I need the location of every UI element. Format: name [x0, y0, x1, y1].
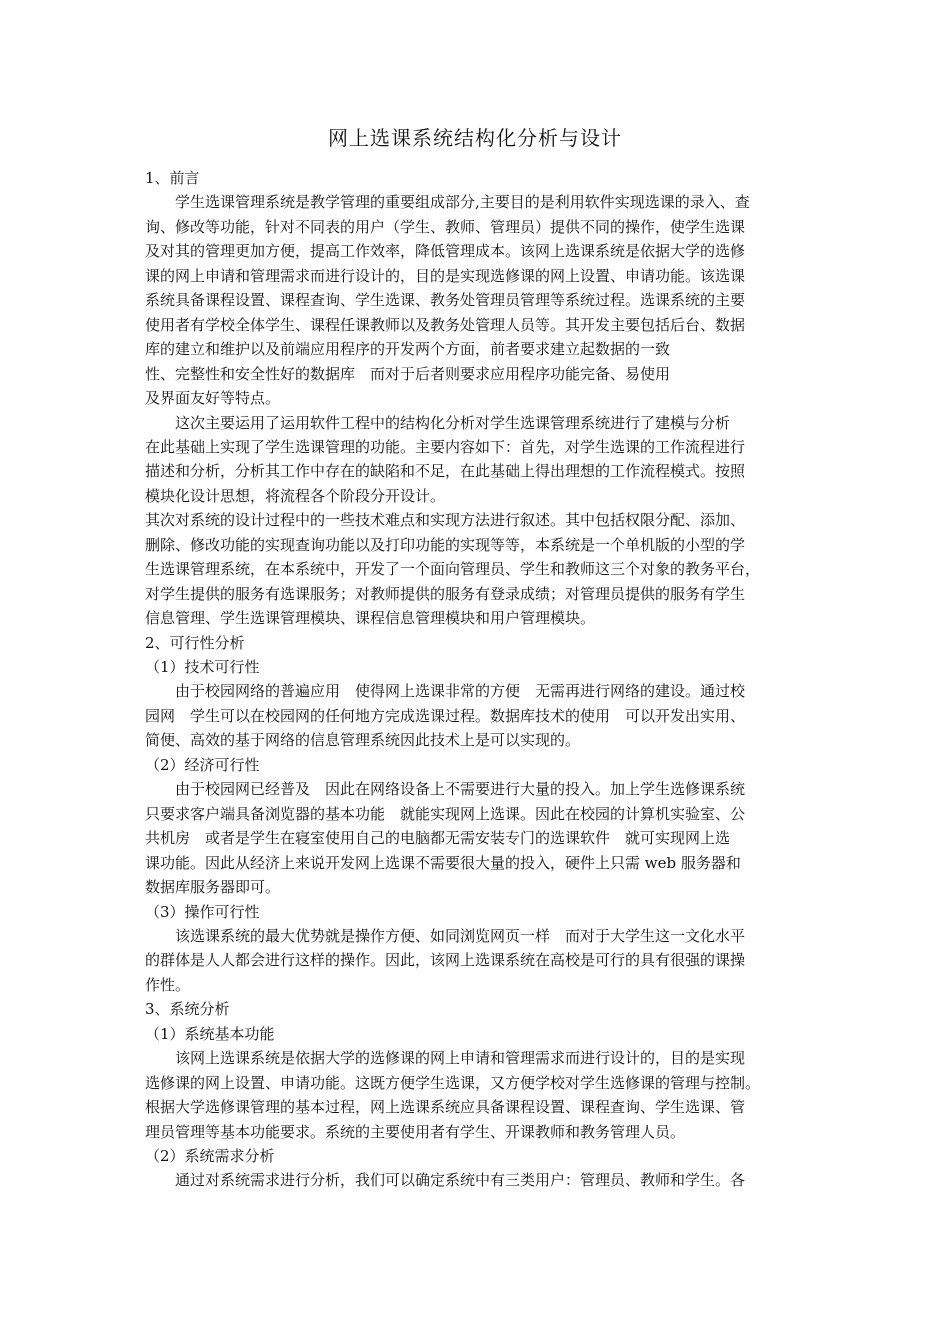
- text-line: （1）技术可行性: [145, 658, 260, 676]
- text-line: 库的建立和维护以及前端应用程序的开发两个方面，前者要求建立起数据的一致: [145, 340, 671, 358]
- text-line: 该选课系统的最大优势就是操作方便、如同浏览网页一样 而对于大学生这一文化水平: [145, 927, 746, 945]
- text-line: 其次对系统的设计过程中的一些技术难点和实现方法进行叙述。其中包括权限分配、添加、: [145, 511, 746, 529]
- document-title: 网上选课系统结构化分析与设计: [328, 126, 622, 150]
- text-line: 对学生提供的服务有选课服务；对教师提供的服务有登录成绩；对管理员提供的服务有学生: [145, 585, 746, 603]
- text-line: （1）系统基本功能: [145, 1025, 275, 1043]
- text-line: 园网 学生可以在校园网的任何地方完成选课过程。数据库技术的使用 可以开发出实用、: [145, 707, 746, 725]
- text-line: 通过对系统需求进行分析，我们可以确定系统中有三类用户：管理员、教师和学生。各: [145, 1171, 746, 1189]
- text-line: （2）系统需求分析: [145, 1147, 275, 1165]
- text-line: 根据大学选修课管理的基本过程，网上选课系统应具备课程设置、课程查询、学生选课、管: [145, 1098, 746, 1116]
- text-line: 理员管理等基本功能要求。系统的主要使用者有学生、开课教师和教务管理人员。: [145, 1123, 686, 1141]
- text-line: 这次主要运用了运用软件工程中的结构化分析对学生选课管理系统进行了建模与分析: [145, 414, 731, 432]
- text-line: 模块化设计思想，将流程各个阶段分开设计。: [145, 487, 446, 505]
- text-line: （3）操作可行性: [145, 903, 260, 921]
- text-line: 描述和分析，分析其工作中存在的缺陷和不足，在此基础上得出理想的工作流程模式。按照: [145, 462, 746, 480]
- text-line: 由于校园网已经普及 因此在网络设备上不需要进行大量的投入。加上学生选修课系统: [145, 780, 746, 798]
- text-line: 询、修改等功能，针对不同表的用户（学生、教师、管理员）提供不同的操作，使学生选课: [145, 218, 746, 236]
- text-line: 作性。: [145, 976, 191, 994]
- text-line: 在此基础上实现了学生选课管理的功能。主要内容如下：首先，对学生选课的工作流程进行: [145, 438, 746, 456]
- text-line: 生选课管理系统，在本系统中，开发了一个面向管理员、学生和教师这三个对象的教务平台，: [145, 560, 761, 578]
- text-line: 3、系统分析: [145, 1000, 230, 1018]
- text-line: 使用者有学校全体学生、课程任课教师以及教务处管理人员等。其开发主要包括后台、数据: [145, 316, 746, 334]
- text-line: 删除、修改功能的实现查询功能以及打印功能的实现等等，本系统是一个单机版的小型的学: [145, 536, 746, 554]
- text-line: 及对其的管理更加方便，提高工作效率，降低管理成本。该网上选课系统是依据大学的选修: [145, 242, 746, 260]
- text-line: 简便、高效的基于网络的信息管理系统因此技术上是可以实现的。: [145, 731, 581, 749]
- text-line: 的群体是人人都会进行这样的操作。因此，该网上选课系统在高校是可行的具有很强的课操: [145, 951, 746, 969]
- text-line: 性、完整性和安全性好的数据库 而对于后者则要求应用程序功能完备、易使用: [145, 365, 671, 383]
- text-line: 该网上选课系统是依据大学的选修课的网上申请和管理需求而进行设计的，目的是实现: [145, 1049, 746, 1067]
- text-line: 信息管理、学生选课管理模块、课程信息管理模块和用户管理模块。: [145, 609, 596, 627]
- text-line: （2）经济可行性: [145, 756, 260, 774]
- text-line: 1、前言: [145, 169, 200, 187]
- text-line: 由于校园网络的普遍应用 使得网上选课非常的方便 无需再进行网络的建设。通过校: [145, 682, 746, 700]
- text-line: 课功能。因此从经济上来说开发网上选课不需要很大量的投入，硬件上只需 web 服务器和: [145, 854, 741, 872]
- text-line: 系统具备课程设置、课程查询、学生选课、教务处管理员管理等系统过程。选课系统的主要: [145, 291, 746, 309]
- text-line: 只要求客户端具备浏览器的基本功能 就能实现网上选课。因此在校园的计算机实验室、公: [145, 805, 746, 823]
- text-line: 选修课的网上设置、申请功能。这既方便学生选课，又方便学校对学生选修课的管理与控制。: [145, 1074, 761, 1092]
- text-line: 课的网上申请和管理需求而进行设计的，目的是实现选修课的网上设置、申请功能。该选课: [145, 267, 746, 285]
- text-line: 共机房 或者是学生在寝室使用自己的电脑都无需安装专门的选课软件 就可实现网上选: [145, 829, 731, 847]
- text-line: 及界面友好等特点。: [145, 389, 281, 407]
- text-line: 数据库服务器即可。: [145, 878, 281, 896]
- text-line: 学生选课管理系统是教学管理的重要组成部分,主要目的是利用软件实现选课的录入、查: [145, 193, 750, 211]
- text-line: 2、可行性分析: [145, 634, 245, 652]
